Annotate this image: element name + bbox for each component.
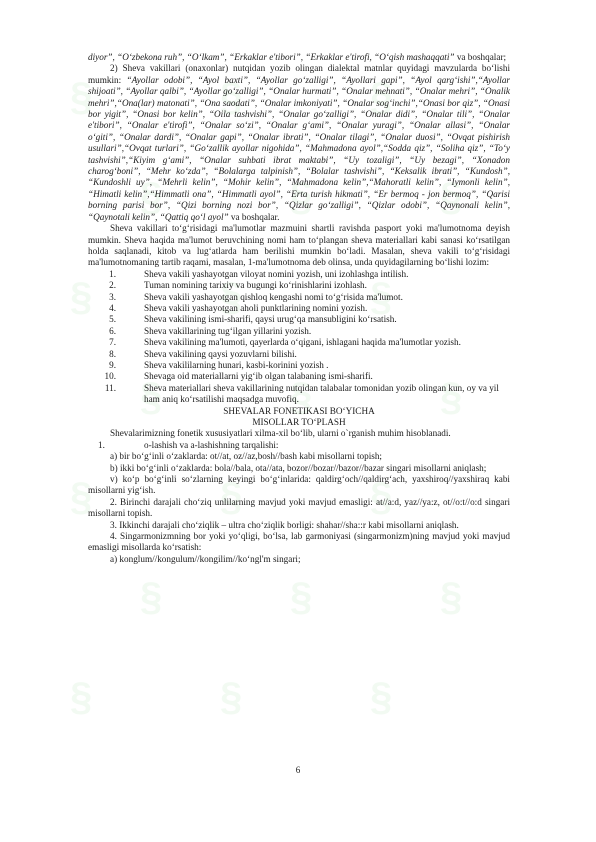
svg-text:§: § [220, 275, 243, 319]
numbered-list [88, 269, 510, 406]
paragraph-2: 2. Birinchi darajali cho‘ziq unlilarning mavjud yoki mavjud emasligi: at//a:d, yaz//ya:z, ot//o:t//o:d singari misollarni topish. [88, 496, 510, 519]
paragraph-b: b) ikki bo‘g‘inli o‘zaklarda: bola//bala, ota//ata, bozor//bozar//bazor//bazar singari misollarni aniqlash; [110, 462, 487, 473]
list-text: Sheva vakili yashayotgan aholi punktlarining nomini yozish. [144, 302, 368, 313]
list-text: Sheva vakilining ismi-sharifi, qaysi urug‘qa mansubligini ko‘rsatish. [144, 314, 397, 325]
list-item [88, 349, 510, 360]
svg-text:§: § [70, 475, 93, 519]
svg-text:§: § [140, 175, 163, 219]
list-item [88, 280, 510, 291]
list-number: 9. [109, 359, 116, 370]
list-item [88, 371, 510, 382]
topic-list-continued: diyor”, “O‘zbekona ruh”, “O‘lkam”, “Erkaklar e'tibori”, “Erkaklar e'tirofi, “O‘qish mashaqqati” [88, 52, 455, 62]
list-text: Sheva vakililarning hunari, kasbi-korinini yozish . [144, 359, 329, 370]
list-number: 8. [109, 348, 116, 359]
section-heading: SHEVALAR FONETIKASI BO‘YICHA [223, 405, 375, 416]
svg-text:§: § [70, 675, 93, 719]
list-item [88, 292, 510, 303]
list-item [88, 337, 510, 348]
list-text: Sheva materiallari sheva vakillarining nutqidan talabalar tomonidan yozib olingan kun, oy va yil ham aniq ko‘rsatilishi maqsadga muvofiq. [144, 382, 499, 405]
svg-text:§: § [370, 275, 393, 319]
svg-text:§: § [70, 275, 93, 319]
svg-text:§: § [70, 75, 93, 119]
paragraph-tail: va boshqalar; [454, 52, 507, 62]
paragraph-4a: a) konglum//kongulum//kongilim//ko‘ngl'm singari; [110, 553, 301, 564]
svg-text:§: § [290, 575, 313, 619]
list-item [88, 269, 510, 280]
list-text: Sheva vakilining qaysi yozuvlarni bilishi. [144, 348, 297, 359]
list-text: Sheva vakili yashayotgan qishloq kengashi nomi to‘g‘risida ma'lumot. [144, 291, 403, 302]
paragraph-3: 3. Ikkinchi darajali cho‘ziqlik – ultra cho‘ziqlik borligi: shahar//sha::r kabi misollarni aniqlash. [110, 519, 459, 530]
svg-text:§: § [440, 575, 463, 619]
svg-text:§: § [370, 75, 393, 119]
list-item [88, 326, 510, 337]
list-item [88, 360, 510, 371]
section-subheading: MISOLLAR TO‘PLASH [252, 417, 346, 427]
list-text: Sheva vakillarining tug‘ilgan yillarini yozish. [144, 325, 312, 336]
list-number: 6. [109, 325, 116, 336]
list-text: Shevaga oid materiallarni yig‘ib olgan talabaning ismi-sharifi. [144, 371, 373, 382]
list-number: 10. [104, 371, 116, 382]
svg-text:§: § [220, 75, 243, 119]
paragraph-a: a) bir bo‘g‘inli o‘zaklarda: ot//at, oz//az,bosh//bash kabi misollarni topish; [110, 451, 382, 462]
topic-list: “Ayollar odobi”, “Ayol baxti”, “Ayollar go‘zalligi”, “Ayollari gapi”, “Ayol qarg‘ishi”,“Ayollar shijoati”, “Ayollar qalbi”, “Ayollar go‘zalligi”, “Onalar hurmati”, “Onalar mehnati”, “Onalar mehri”, “Onalik mehri”,“Ona(lar) matonati”, “Ona saodati”, “Onalar imkoniyati”, “Onalar sog‘inchi”,“Onasi bor qiz”, “Onasi bor yigit”, “Onasi bor kelin”, “Oila tashvishi”, “Onalar go‘zalligi”, “Onalar didi”, “Onalar tili”, “Onalar e'tibori”, “Onalar e'tirofi”, “Onalar so‘zi”, “Onalar g‘ami”, “Onalar yuragi”, “Onalar allasi”, “Onalar o‘giti”, “Onalar dardi”, “Onalar gapi”, “Onalar ibrati”, “Onalar tilagi”, “Onalar duosi”, “Ovqat pishirish usullari”,“Ovqat turlari”, “Go‘zallik ayollar nigohida”, “Mahmadona ayol”,“Sodda qiz”, “Soliha qiz”, “To‘y tashvishi”,“Kiyim g‘ami”, “Onalar suhbati ibrat maktabi”, “Uy tozaligi”, “Uy bezagi”, “Xonadon charog‘boni”, “Mehr ko‘zda”, “Bolalarga talpinish”, “Bolalar tashvishi”, “Keksalik ibrati”, “Kundosh”, “Kundoshli uy”, “Mehrli kelin”, “Mohir kelin”, “Mahmadona kelin”,“Mahoratli kelin”, “Iymonli kelin”, “Himatli kelin”,“Himmatli ona”, “Himmatli ayol”, “Erta turish hikmati”, “Er bermoq - jon bermoq”, “Qarisi borning parisi bor”, “Qizi borning nozi bor”, “Qizlar go‘zalligi”, “Qizlar odobi”, “Qaynonali kelin”, “Qaynotali kelin”, “Qattiq qo‘l ayol” [88, 74, 510, 222]
paragraph-top [88, 52, 510, 63]
svg-text:§: § [220, 675, 243, 719]
paragraph-4: 4. Singarmonizmning bor yoki yo‘qligi, bo‘lsa, lab garmoniyasi (singarmonizm)ning mavjud yoki mavjud emasligi misollarda ko‘rsatish: [88, 531, 510, 553]
list-text: o-lashish va a-lashishning tarqalishi: [144, 439, 279, 450]
list-number: 1. [98, 439, 105, 450]
list-number: 7. [109, 337, 116, 348]
svg-text:§: § [440, 175, 463, 219]
list-text: Sheva vakilining ma'lumoti, qayerlarda o‘qigani, ishlagani haqida ma'lumotlar yozish. [144, 337, 461, 348]
list-item [88, 314, 510, 325]
svg-text:§: § [440, 375, 463, 419]
page-number: 6 [295, 765, 301, 775]
svg-text:§: § [220, 475, 243, 519]
list-number: 3. [109, 291, 116, 302]
svg-text:§: § [370, 475, 393, 519]
svg-text:§: § [140, 375, 163, 419]
svg-text:§: § [140, 575, 163, 619]
paragraph-passport: Sheva vakillari to‘g‘risidagi ma'lumotlar mazmuini shartli ravishda pasport yoki ma'lumotnoma deyish mumkin. Sheva haqida ma'lumot beruvchining nomi ham to‘plangan sheva materiallari kabi sanasi ko‘rsatilgan holda saqlanadi, kitob va lug‘atlarda ham berilishi mumkin bo‘ladi. Masalan, sheva vakili to‘g‘risidagi ma'lumotnomaning tartib raqami, masalan, 1-ma'lumotnoma deb olinsa, unda quyidagilarning bo‘lishi lozim: [88, 223, 510, 268]
svg-text:§: § [290, 375, 313, 419]
paragraph-tail: va boshqalar. [228, 211, 280, 222]
list-number: 11. [104, 382, 116, 393]
list-item [88, 303, 510, 314]
list-number: 5. [109, 314, 116, 325]
paragraph-v: v) ko‘p bo‘g‘inli so‘zlarning keyingi bo‘g‘inlarida: qaldirg‘och//qaldirg‘ach, yaxshiroq//yaxshiraq kabi misollarni yig‘ish. [88, 474, 510, 496]
list-item [88, 383, 510, 406]
svg-text:§: § [370, 675, 393, 719]
paragraph-intro-phonetics: Shevalarimizning fonetik xususiyatlari xilma-xil bo‘lib, ularni o`rganish muhim hisoblanadi. [110, 428, 451, 439]
paragraph-intro: 2) Sheva vakillari (onaxonlar) nutqidan yozib olingan dialektal matnlar quyidagi mavzularda bo‘lishi mumkin: [88, 63, 510, 85]
list-text: Tuman nomining tarixiy va bugungi ko‘rinishlarini izohlash. [144, 280, 367, 291]
paragraph-topics [88, 63, 510, 223]
list-item [88, 440, 510, 451]
list-number: 4. [109, 302, 116, 313]
list-text: Sheva vakili yashayotgan viloyat nomini yozish, uni izohlashga intilish. [144, 268, 409, 279]
list-number: 2. [109, 280, 116, 291]
svg-text:§: § [290, 175, 313, 219]
list-number: 1. [109, 268, 116, 279]
document-page [88, 52, 510, 565]
